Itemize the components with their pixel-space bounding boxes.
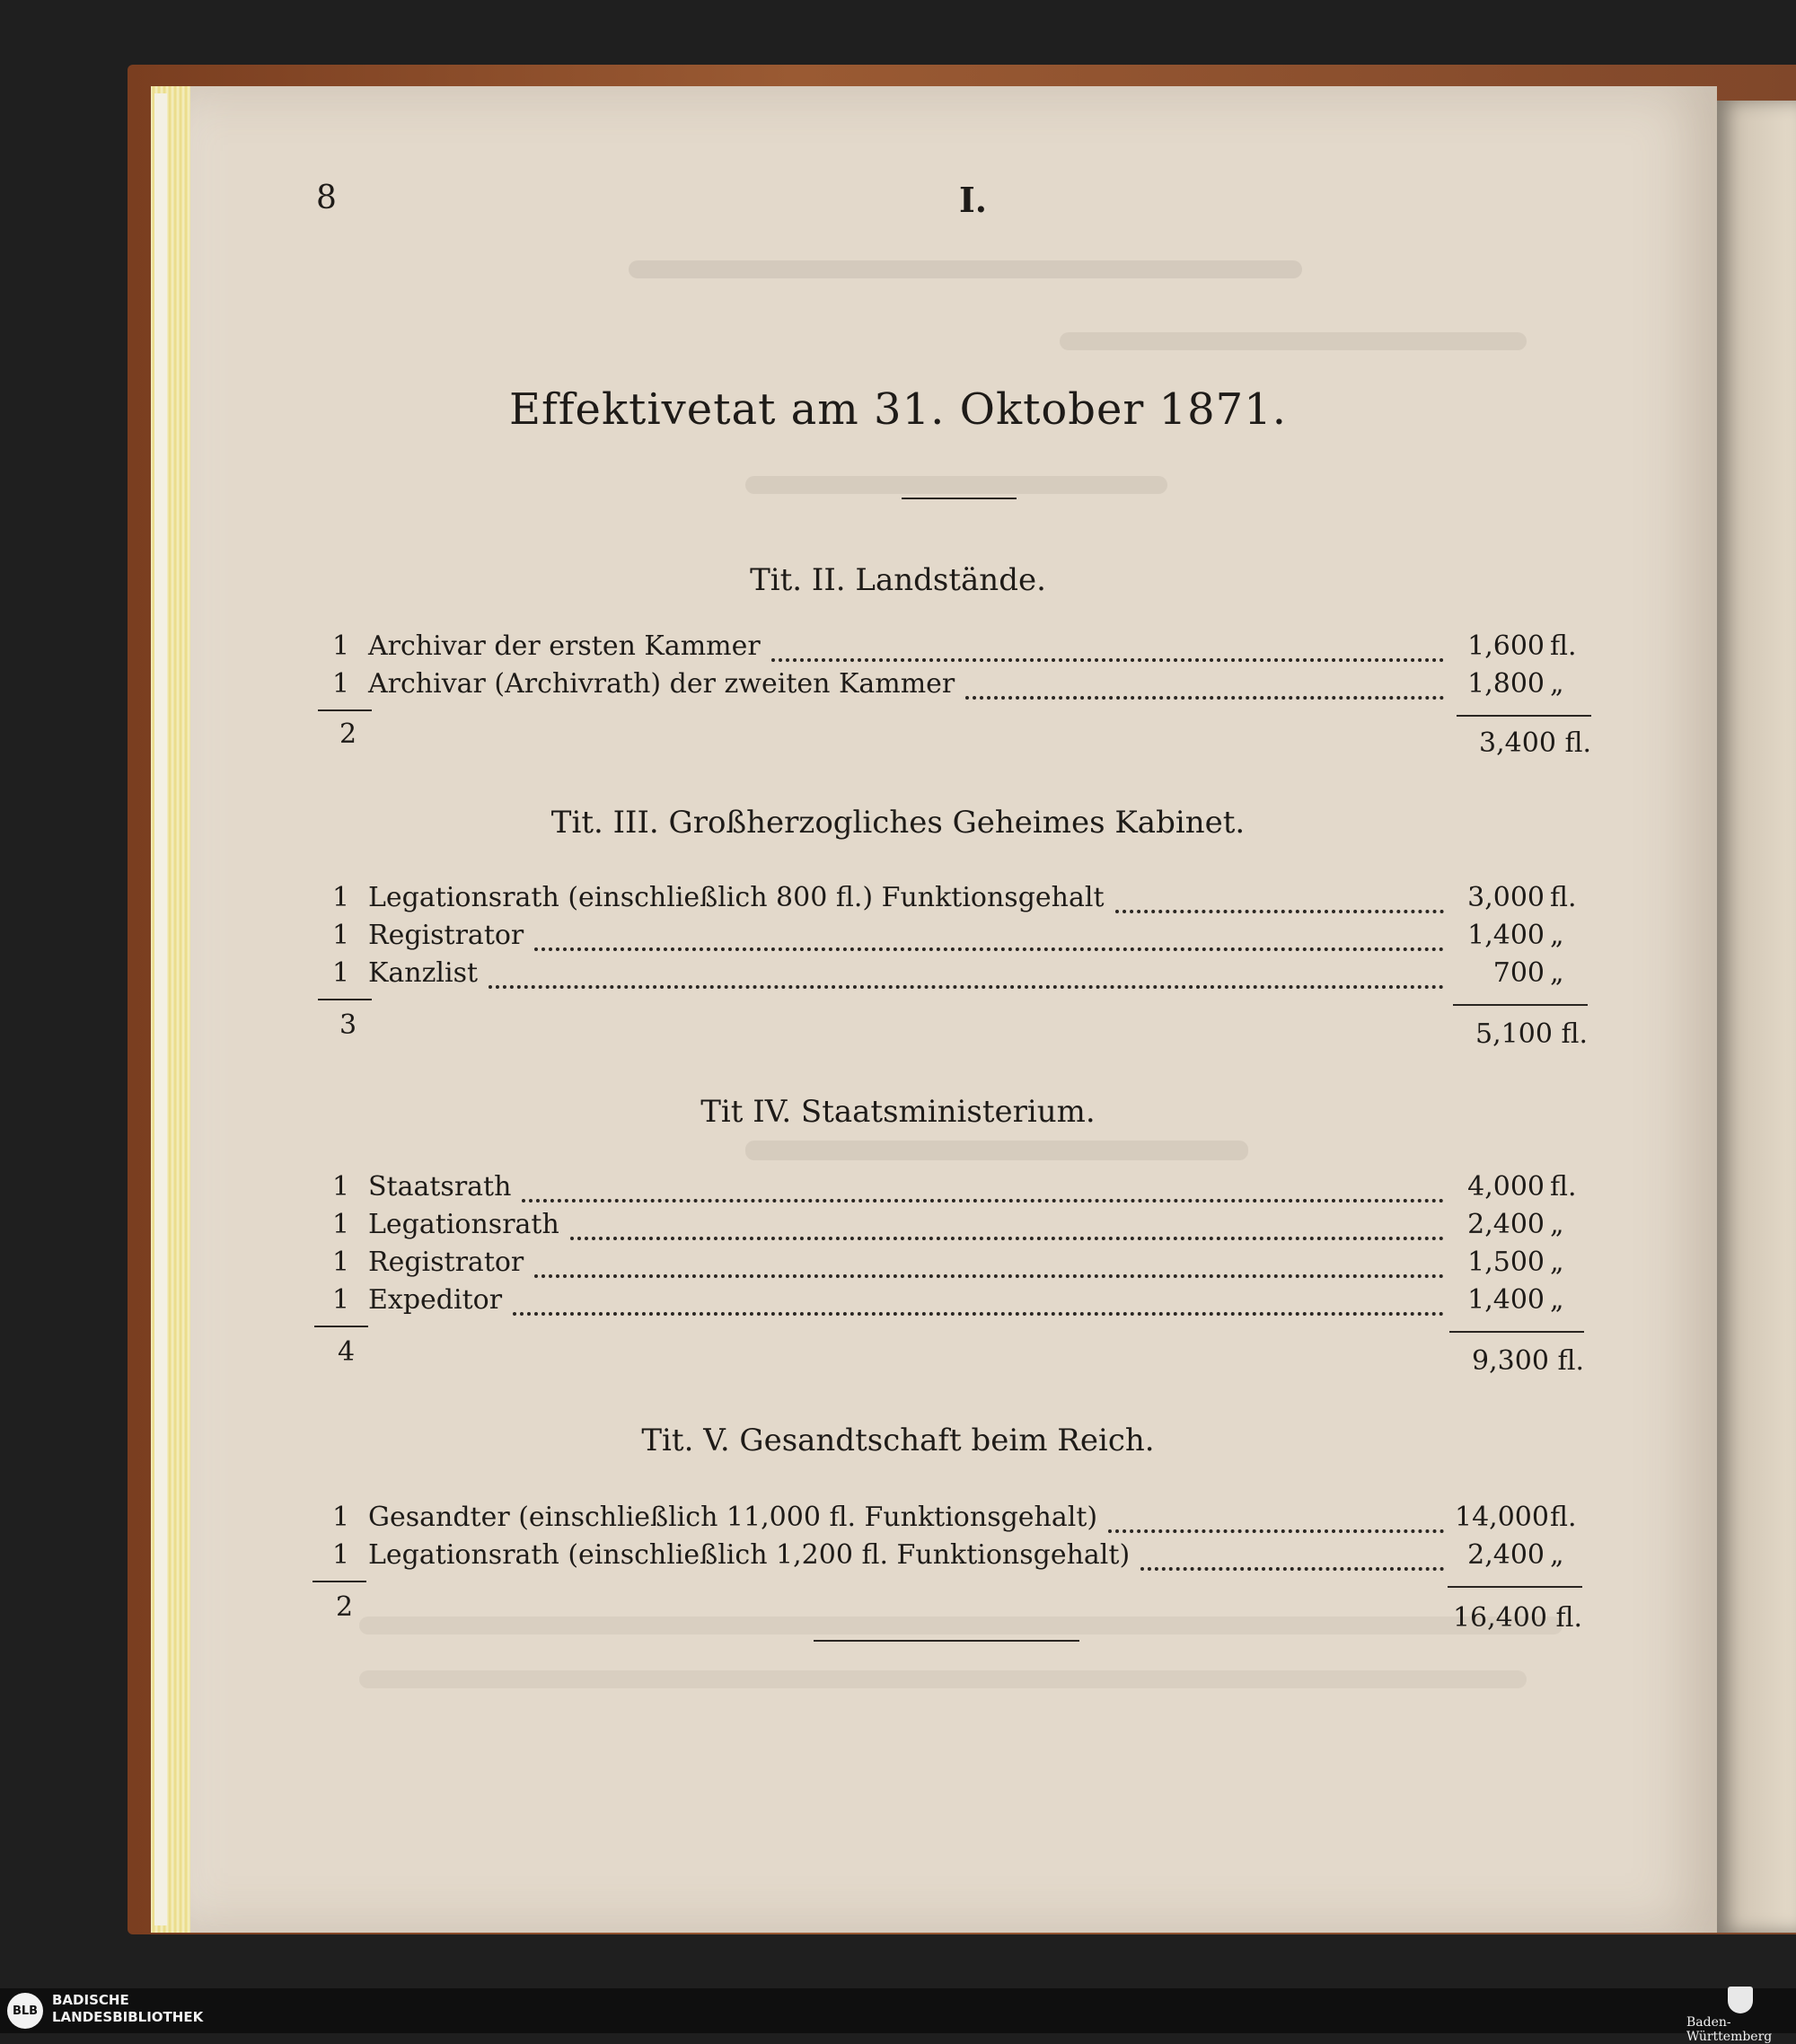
sum-rule-left <box>314 1326 368 1327</box>
row-quantity: 1 <box>332 1539 350 1571</box>
row-value: 1,400 <box>1467 1284 1545 1316</box>
sum-rule-right <box>1453 1004 1588 1006</box>
total-value: 9,300 fl. <box>1472 1345 1584 1377</box>
section-heading-kabinet: Tit. III. Großherzogliches Geheimes Kabinet. <box>550 805 1246 841</box>
row-value: 1,400 <box>1467 920 1545 951</box>
row-unit: „ <box>1550 1284 1564 1316</box>
table-row <box>332 668 1588 704</box>
row-quantity: 1 <box>332 957 350 989</box>
leader-dots <box>513 1300 1444 1316</box>
page-edge-white <box>154 93 167 1925</box>
state-logo-text: Baden-Württemberg <box>1686 2015 1773 2044</box>
row-value: 2,400 <box>1467 1209 1545 1240</box>
row-quantity: 1 <box>332 668 350 700</box>
row-quantity: 1 <box>332 920 350 951</box>
leader-dots <box>1108 1517 1444 1533</box>
table-row <box>332 882 1588 918</box>
table-row <box>332 920 1588 956</box>
library-name <box>52 1992 203 2026</box>
total-value: 5,100 fl. <box>1475 1018 1588 1050</box>
section-heading-landstaende: Tit. II. Landstände. <box>750 562 1046 598</box>
row-value: 1,800 <box>1467 668 1545 700</box>
table-row <box>332 1209 1588 1245</box>
sum-rule-right <box>1457 715 1591 717</box>
chapter-number: I. <box>959 180 988 220</box>
leader-dots <box>522 1186 1444 1203</box>
table-row <box>332 1502 1588 1537</box>
leader-dots <box>1115 897 1444 913</box>
facing-page-edge <box>1717 101 1796 1933</box>
row-value: 2,400 <box>1467 1539 1545 1571</box>
row-unit: fl. <box>1550 882 1577 913</box>
row-quantity: 1 <box>332 1209 350 1240</box>
bleed-through-mark <box>745 476 1167 494</box>
row-unit: fl. <box>1550 1502 1577 1533</box>
sum-rule-right <box>1449 1331 1584 1333</box>
section-heading-gesandtschaft: Tit. V. Gesandtschaft beim Reich. <box>641 1423 1155 1458</box>
table-row <box>332 1171 1588 1207</box>
row-unit: „ <box>1550 957 1564 989</box>
row-unit: „ <box>1550 668 1564 700</box>
leader-dots <box>534 1262 1444 1278</box>
row-description: Archivar (Archivrath) der zweiten Kammer <box>368 668 955 700</box>
title-underline <box>902 498 1017 499</box>
row-unit: „ <box>1550 1209 1564 1240</box>
page-title: Effektivetat am 31. Oktober 1871. <box>508 384 1288 435</box>
row-description: Archivar der ersten Kammer <box>368 630 761 662</box>
row-description: Registrator <box>368 920 524 951</box>
table-row <box>332 1247 1588 1282</box>
book-page <box>190 86 1717 1933</box>
row-description: Legationsrath (einschließlich 1,200 fl. Funktionsgehalt) <box>368 1539 1131 1571</box>
row-quantity: 1 <box>332 630 350 662</box>
bw-coat-of-arms-icon <box>1728 1987 1753 2013</box>
leader-dots <box>965 683 1444 700</box>
row-unit: fl. <box>1550 1171 1577 1203</box>
row-description: Registrator <box>368 1247 524 1278</box>
page-number: 8 <box>316 180 337 216</box>
row-unit: „ <box>1550 1539 1564 1571</box>
row-description: Expeditor <box>368 1284 503 1316</box>
row-unit: „ <box>1550 1247 1564 1278</box>
row-description: Staatsrath <box>368 1171 512 1203</box>
sum-rule-left <box>318 709 372 711</box>
bleed-through-mark <box>629 260 1302 278</box>
table-row <box>332 1284 1588 1320</box>
row-description: Kanzlist <box>368 957 479 989</box>
row-value: 4,000 <box>1467 1171 1545 1203</box>
row-value: 14,000 <box>1455 1502 1549 1533</box>
bleed-through-mark <box>359 1670 1527 1688</box>
leader-dots <box>489 973 1444 989</box>
total-quantity: 2 <box>336 1591 354 1623</box>
footer-bar <box>0 1988 1796 2033</box>
row-quantity: 1 <box>332 1171 350 1203</box>
bleed-through-mark <box>745 1141 1248 1160</box>
row-value: 700 <box>1492 957 1545 989</box>
table-row <box>332 630 1588 666</box>
leader-dots <box>771 646 1444 662</box>
sum-rule-right <box>1448 1586 1582 1588</box>
row-value: 1,600 <box>1467 630 1545 662</box>
row-unit: fl. <box>1550 630 1577 662</box>
total-quantity: 4 <box>338 1336 356 1368</box>
row-quantity: 1 <box>332 1247 350 1278</box>
total-quantity: 2 <box>339 718 357 750</box>
sum-rule-left <box>318 999 372 1000</box>
row-value: 3,000 <box>1467 882 1545 913</box>
row-description: Legationsrath (einschließlich 800 fl.) Funktionsgehalt <box>368 882 1105 913</box>
bleed-through-mark <box>1060 332 1527 350</box>
sum-rule-left <box>313 1581 366 1582</box>
table-row <box>332 1539 1588 1575</box>
library-name-line2: LANDESBIBLIOTHEK <box>52 2009 204 2025</box>
section-heading-staatsministerium: Tit IV. Staatsministerium. <box>700 1094 1096 1130</box>
leader-dots <box>570 1224 1444 1240</box>
row-quantity: 1 <box>332 1284 350 1316</box>
row-value: 1,500 <box>1467 1247 1545 1278</box>
row-unit: „ <box>1550 920 1564 951</box>
table-row <box>332 957 1588 993</box>
total-value: 16,400 fl. <box>1452 1602 1582 1634</box>
row-description: Gesandter (einschließlich 11,000 fl. Funktionsgehalt) <box>368 1502 1098 1533</box>
closing-rule <box>814 1640 1079 1642</box>
row-quantity: 1 <box>332 1502 350 1533</box>
library-name-line1: BADISCHE <box>52 1992 129 2008</box>
row-description: Legationsrath <box>368 1209 559 1240</box>
total-value: 3,400 fl. <box>1479 727 1591 759</box>
leader-dots <box>534 935 1444 951</box>
total-quantity: 3 <box>339 1009 357 1041</box>
leader-dots <box>1140 1555 1444 1571</box>
row-quantity: 1 <box>332 882 350 913</box>
bleed-through-mark <box>359 1617 1563 1634</box>
blb-logo: BLB <box>7 1993 43 2029</box>
